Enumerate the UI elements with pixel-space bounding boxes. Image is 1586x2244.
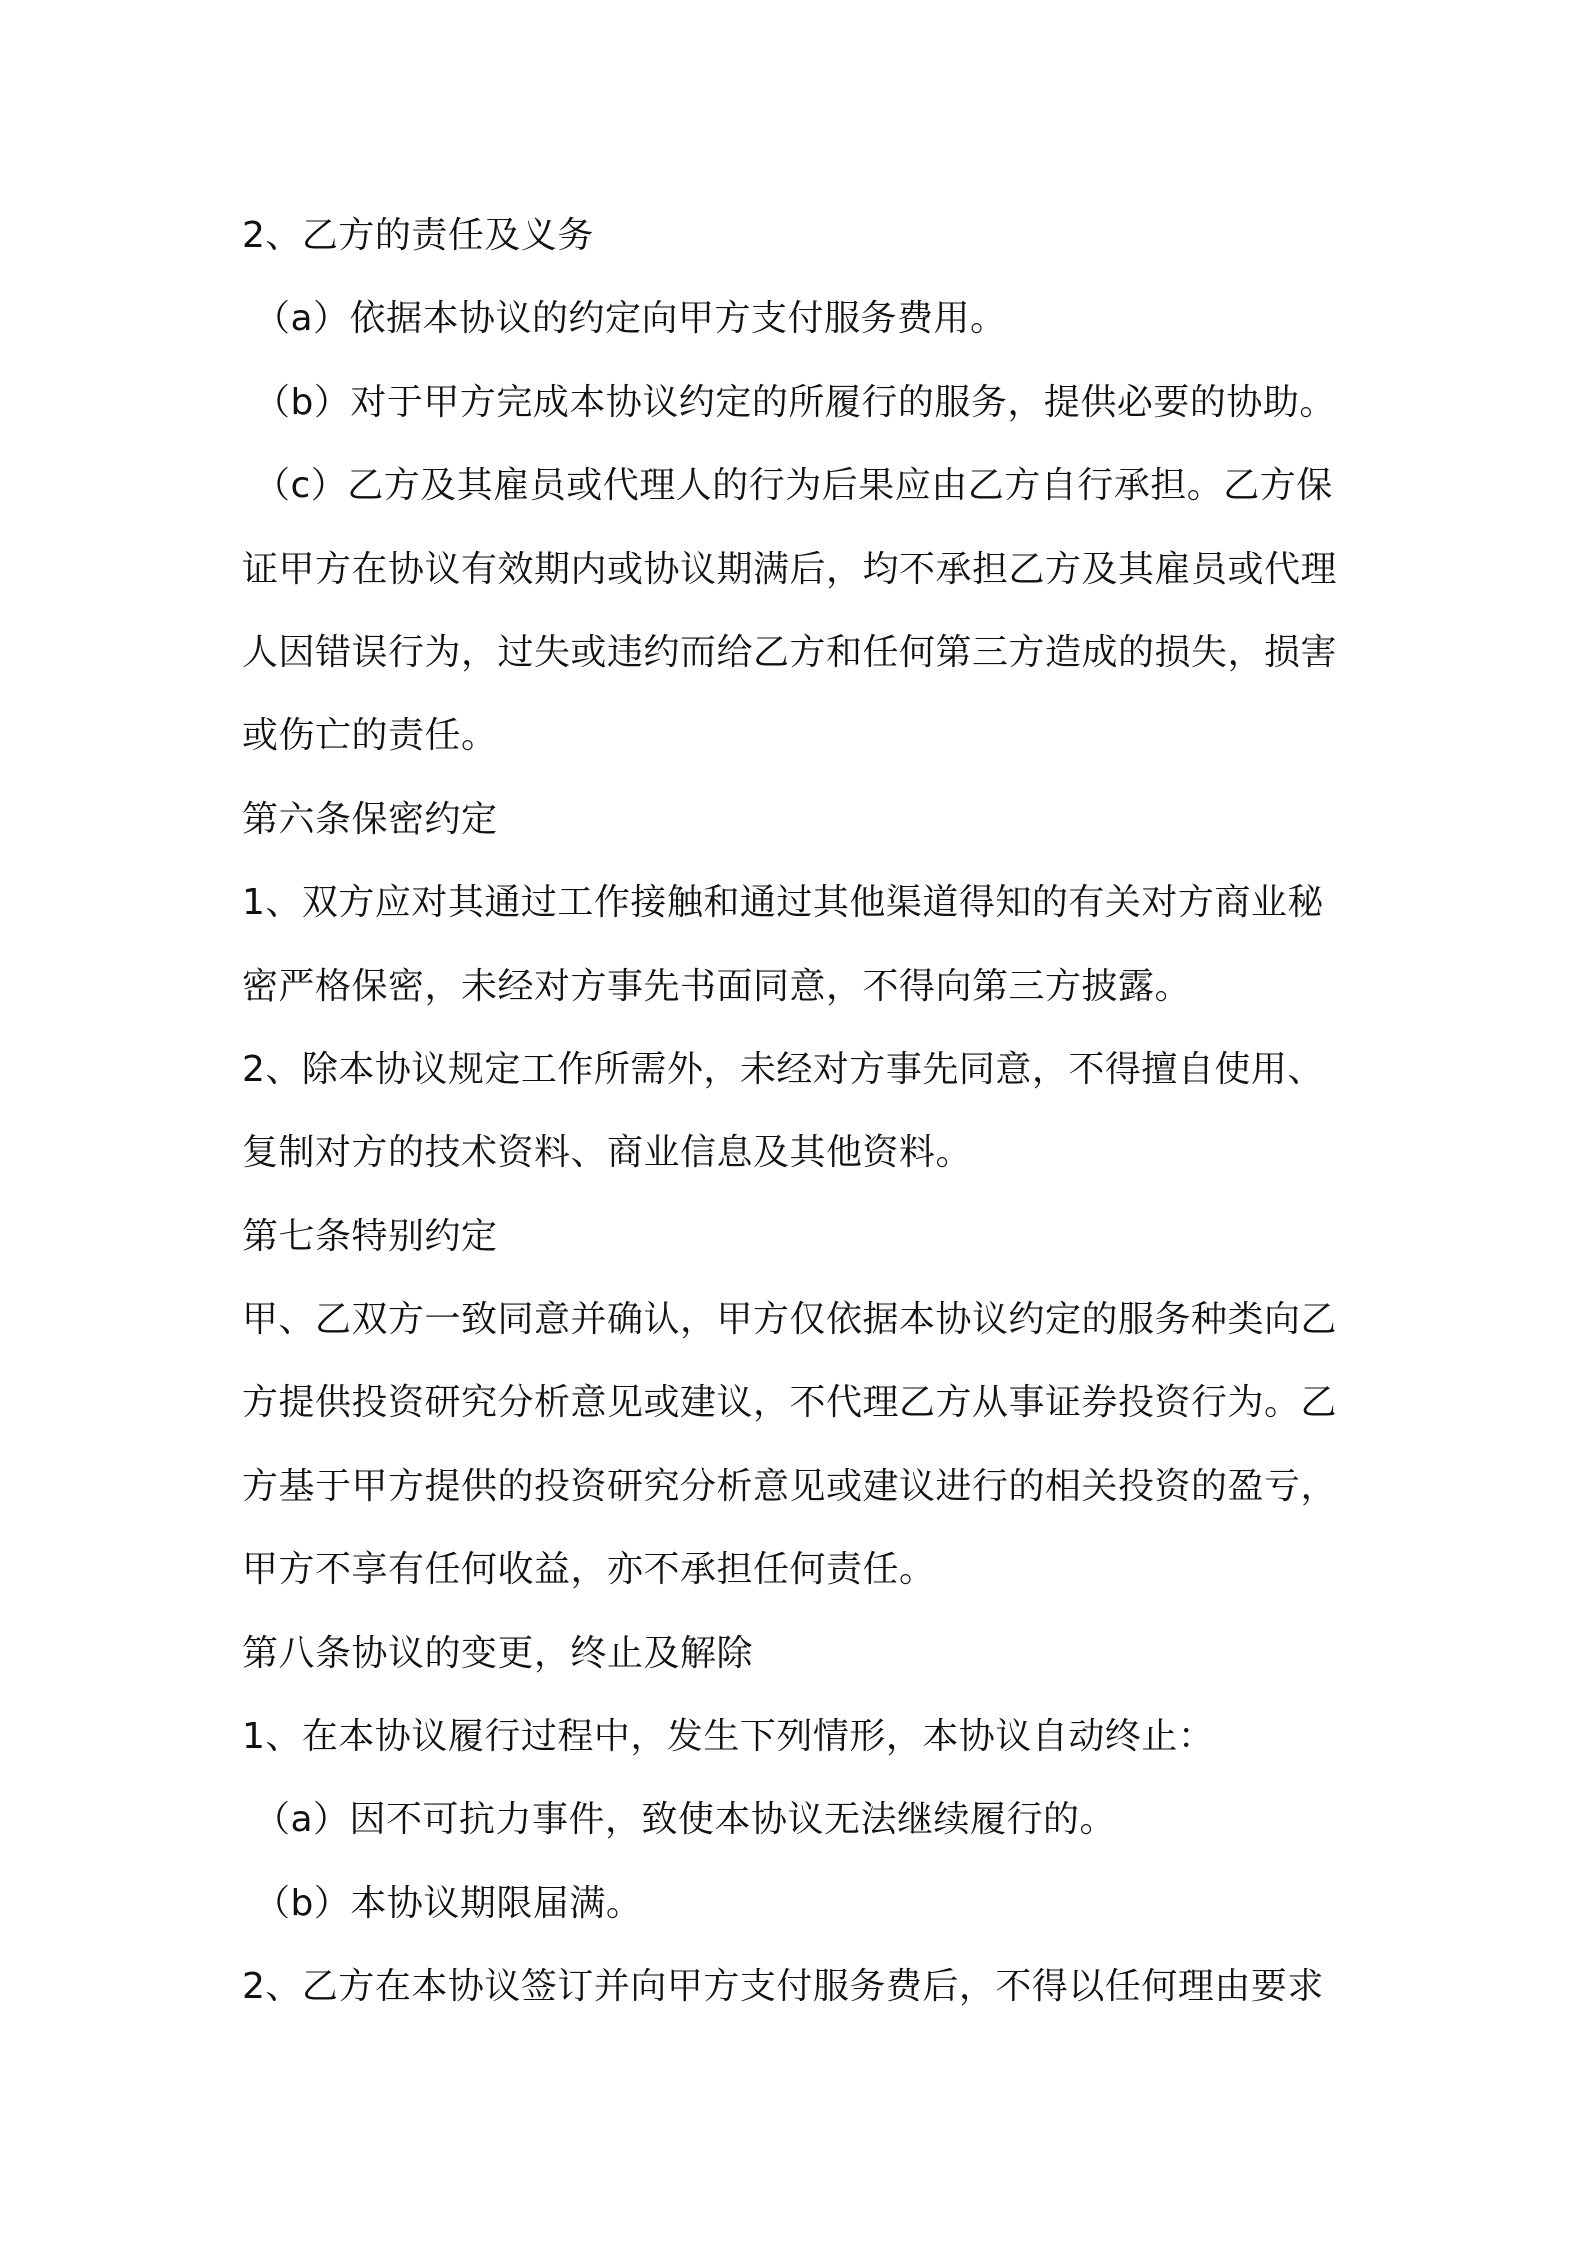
clause-c-line-1: （c）乙方及其雇员或代理人的行为后果应由乙方自行承担。乙方保 [254, 465, 1333, 507]
article-7-text-line-1: 甲、乙双方一致同意并确认，甲方仅依据本协议约定的服务种类向乙 [242, 1299, 1338, 1341]
article-7-text-line-2: 方提供投资研究分析意见或建议，不代理乙方从事证券投资行为。乙 [242, 1382, 1338, 1424]
article-7-text-line-4: 甲方不享有任何收益，亦不承担任何责任。 [242, 1549, 936, 1591]
article-6-heading: 第六条保密约定 [242, 798, 498, 840]
clause-c-line-4: 或伤亡的责任。 [242, 715, 498, 757]
article-6-item-1-line-2: 密严格保密，未经对方事先书面同意，不得向第三方披露。 [242, 965, 1192, 1007]
article-8-item-2: 2、乙方在本协议签订并向甲方支付服务费后，不得以任何理由要求 [242, 1966, 1324, 2008]
article-6-item-1-line-1: 1、双方应对其通过工作接触和通过其他渠道得知的有关对方商业秘 [242, 882, 1324, 924]
clause-a-pay-fees: （a）依据本协议的约定向甲方支付服务费用。 [254, 298, 1007, 340]
article-8-clause-b: （b）本协议期限届满。 [254, 1882, 643, 1924]
article-8-item-1: 1、在本协议履行过程中，发生下列情形，本协议自动终止： [242, 1716, 1215, 1758]
article-7-text-line-3: 方基于甲方提供的投资研究分析意见或建议进行的相关投资的盈亏， [242, 1465, 1338, 1507]
article-8-heading: 第八条协议的变更，终止及解除 [242, 1632, 754, 1674]
clause-c-line-3: 人因错误行为，过失或违约而给乙方和任何第三方造成的损失，损害 [242, 631, 1338, 673]
article-6-item-2-line-1: 2、除本协议规定工作所需外，未经对方事先同意，不得擅自使用、 [242, 1048, 1324, 1090]
article-6-item-2-line-2: 复制对方的技术资料、商业信息及其他资料。 [242, 1132, 973, 1174]
clause-b-assist: （b）对于甲方完成本协议约定的所履行的服务，提供必要的协助。 [254, 381, 1336, 423]
clause-c-line-2: 证甲方在协议有效期内或协议期满后，均不承担乙方及其雇员或代理 [242, 548, 1338, 590]
article-7-heading: 第七条特别约定 [242, 1215, 498, 1257]
document-body [242, 194, 1352, 2029]
article-8-clause-a: （a）因不可抗力事件，致使本协议无法继续履行的。 [254, 1799, 1117, 1841]
section-heading-party-b-duties: 2、乙方的责任及义务 [242, 215, 594, 256]
